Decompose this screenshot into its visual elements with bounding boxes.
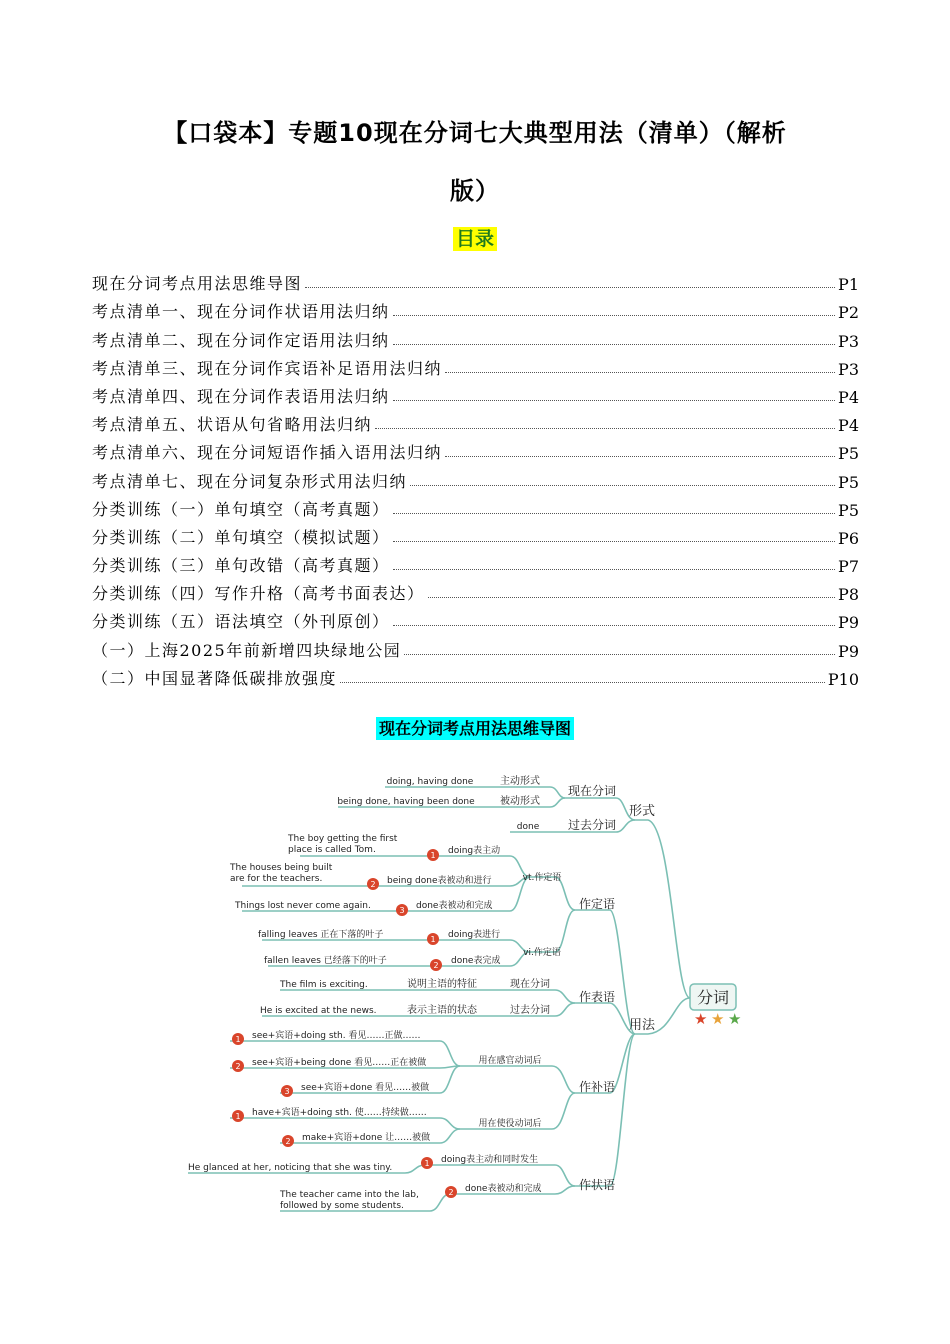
toc-leader	[393, 569, 836, 570]
toc-entry[interactable]	[92, 548, 859, 576]
connector	[575, 1034, 635, 1186]
badge-number: 1	[424, 1159, 430, 1168]
badge-number: 2	[235, 1062, 241, 1071]
badge-number: 2	[285, 1137, 291, 1146]
toc-entry[interactable]	[92, 492, 859, 520]
toc-entry-page: P5	[838, 472, 859, 492]
badge-number: 1	[235, 1112, 241, 1121]
adverbial-example-2b: followed by some students.	[280, 1201, 404, 1211]
badge-number: 2	[370, 880, 376, 889]
connector	[500, 990, 575, 1003]
pred-feature: 说明主语的特征	[407, 979, 477, 990]
toc-entry[interactable]	[92, 379, 859, 407]
toc-entry-page: P7	[838, 557, 859, 577]
title-line-1: 【口袋本】专题10现在分词七大典型用法（清单）（解析	[163, 119, 787, 147]
adverbial-item-1: doing表主动和同时发生	[441, 1155, 539, 1165]
attr-example-3: Things lost never come again.	[235, 901, 371, 911]
predicative-label: 作表语	[578, 990, 616, 1004]
mindmap-heading	[0, 716, 950, 739]
attr-example-1b: place is called Tom.	[288, 845, 376, 855]
toc-entry-label: 考点清单六、现在分词短语作插入语用法归纳	[92, 443, 443, 463]
toc-entry-page: P2	[838, 303, 859, 323]
complement-item-1: see+宾语+doing sth. 看见……正做……	[252, 1031, 421, 1041]
branch-form: 形式	[628, 804, 656, 819]
toc-entry-label: 分类训练（三）单句改错（高考真题）	[92, 556, 390, 576]
toc-entry[interactable]	[92, 632, 859, 660]
root-label: 分词	[696, 988, 730, 1007]
toc-entry-page: P3	[838, 359, 859, 379]
attr-example-2b: are for the teachers.	[230, 874, 323, 884]
attr-item-4: doing表进行	[448, 930, 501, 940]
title-line-2: 版）	[450, 177, 500, 205]
adverbial-item-2: done表被动和完成	[465, 1184, 542, 1194]
complement-item-5: make+宾语+done 让……被做	[302, 1133, 431, 1143]
star-icon: ★	[728, 1010, 742, 1028]
toc-entry[interactable]	[92, 604, 859, 632]
table-of-contents	[92, 266, 859, 689]
complement-item-4: have+宾语+doing sth. 使……持续做……	[252, 1108, 427, 1118]
toc-entry-page: P9	[838, 613, 859, 633]
toc-entry-page: P4	[838, 387, 859, 407]
badge-number: 1	[430, 851, 436, 860]
pred-past: 过去分词	[510, 1005, 550, 1016]
toc-entry-label: 分类训练（一）单句填空（高考真题）	[92, 499, 390, 519]
toc-leader	[445, 456, 835, 457]
toc-heading	[0, 224, 950, 251]
adverbial-label: 作状语	[578, 1178, 616, 1192]
badge-number: 1	[430, 935, 436, 944]
complement-label: 作补语	[578, 1080, 616, 1094]
connector	[460, 1066, 575, 1093]
toc-entry[interactable]	[92, 661, 859, 689]
complement-item-2: see+宾语+being done 看见……正在被做	[252, 1058, 427, 1068]
toc-entry-label: 考点清单七、现在分词复杂形式用法归纳	[92, 471, 408, 491]
connector	[530, 910, 575, 952]
star-icon: ★	[711, 1010, 725, 1028]
toc-entry-page: P1	[838, 275, 859, 295]
toc-entry-label: 分类训练（四）写作升格（高考书面表达）	[92, 584, 425, 604]
toc-entry-label: 分类训练（二）单句填空（模拟试题）	[92, 527, 390, 547]
form-past-form: done	[516, 822, 540, 832]
toc-leader	[393, 625, 836, 626]
toc-entry[interactable]	[92, 407, 859, 435]
toc-leader	[393, 541, 836, 542]
toc-entry[interactable]	[92, 294, 859, 322]
toc-entry-page: P5	[838, 500, 859, 520]
mindmap-root	[690, 984, 741, 1028]
toc-leader	[428, 597, 836, 598]
mindmap-heading-text: 现在分词考点用法思维导图	[376, 717, 574, 740]
connector	[425, 1165, 575, 1186]
toc-leader	[410, 485, 835, 486]
attr-example-5: fallen leaves 已经落下的叶子	[264, 956, 387, 966]
badge-number: 2	[433, 961, 439, 970]
toc-entry-label: 考点清单四、现在分词作表语用法归纳	[92, 386, 390, 406]
badge-number: 3	[284, 1087, 290, 1096]
toc-entry[interactable]	[92, 463, 859, 491]
pred-present: 现在分词	[510, 979, 550, 990]
attr-item-5: done表完成	[451, 956, 501, 966]
attributive-vt: vt.作定语	[522, 873, 562, 883]
attr-example-1a: The boy getting the first	[288, 834, 398, 844]
toc-leader	[393, 315, 836, 316]
attr-example-4: falling leaves 正在下落的叶子	[258, 930, 384, 940]
toc-leader	[393, 344, 836, 345]
toc-entry-label: （一）上海2025年前新增四块绿地公园	[92, 640, 402, 660]
connector	[230, 1118, 460, 1129]
toc-entry[interactable]	[92, 435, 859, 463]
toc-leader	[445, 372, 835, 373]
toc-leader	[393, 513, 836, 514]
toc-entry-page: P5	[838, 444, 859, 464]
connector	[575, 1003, 635, 1034]
toc-entry-page: P8	[838, 585, 859, 605]
toc-entry-label: 考点清单三、现在分词作宾语补足语用法归纳	[92, 358, 443, 378]
toc-entry[interactable]	[92, 266, 859, 294]
branch-usage: 用法	[628, 1018, 656, 1033]
attr-item-2: being done表被动和进行	[387, 876, 492, 886]
toc-entry-label: 考点清单二、现在分词作定语用法归纳	[92, 330, 390, 350]
complement-sense: 用在感官动词后	[478, 1056, 542, 1066]
form-passive-forms: being done, having been done	[337, 797, 475, 807]
form-present: 现在分词	[567, 784, 617, 798]
toc-entry-label: 现在分词考点用法思维导图	[92, 274, 303, 294]
toc-leader	[393, 400, 836, 401]
badge-number: 1	[235, 1035, 241, 1044]
mindmap-diagram	[180, 762, 760, 1230]
attr-item-1: doing表主动	[448, 846, 501, 856]
toc-entry-page: P9	[838, 641, 859, 661]
pred-example-1: The film is exciting.	[280, 980, 368, 990]
attributive-vi: vi.作定语	[523, 948, 561, 958]
attr-example-2a: The houses being built	[230, 863, 333, 873]
badge-number: 3	[399, 906, 405, 915]
complement-item-3: see+宾语+done 看见……被做	[301, 1083, 430, 1093]
toc-entry-label: 考点清单五、状语从句省略用法归纳	[92, 415, 373, 435]
toc-entry[interactable]	[92, 351, 859, 379]
toc-entry[interactable]	[92, 520, 859, 548]
form-active: 主动形式	[500, 776, 540, 787]
toc-entry[interactable]	[92, 322, 859, 350]
attr-item-3: done表被动和完成	[416, 901, 493, 911]
star-icon: ★	[694, 1010, 708, 1028]
connector	[575, 910, 635, 1034]
toc-leader	[375, 428, 835, 429]
badge-number: 2	[448, 1188, 454, 1197]
toc-entry-page: P6	[838, 528, 859, 548]
connector	[635, 820, 690, 998]
toc-leader	[404, 654, 835, 655]
toc-leader	[340, 682, 825, 683]
attributive-label: 作定语	[578, 897, 616, 911]
toc-entry-page: P3	[838, 331, 859, 351]
form-past: 过去分词	[567, 818, 617, 832]
toc-leader	[305, 287, 835, 288]
toc-entry-label: 考点清单一、现在分词作状语用法归纳	[92, 302, 390, 322]
connector	[565, 798, 635, 820]
connector	[430, 940, 530, 952]
adverbial-example-1: He glanced at her, noticing that she was tiny.	[188, 1163, 393, 1173]
adverbial-example-2a: The teacher came into the lab,	[280, 1190, 419, 1200]
toc-entry-label: 分类训练（五）语法填空（外刊原创）	[92, 612, 390, 632]
pred-state: 表示主语的状态	[407, 1005, 477, 1016]
toc-entry-page: P10	[827, 669, 859, 689]
complement-causative: 用在使役动词后	[478, 1119, 542, 1129]
document-title	[90, 104, 860, 220]
toc-entry[interactable]	[92, 576, 859, 604]
toc-entry-page: P4	[838, 416, 859, 436]
toc-entry-label: （二）中国显著降低碳排放强度	[92, 668, 338, 688]
form-passive: 被动形式	[500, 796, 540, 807]
toc-heading-text: 目录	[453, 227, 497, 251]
pred-example-2: He is excited at the news.	[260, 1006, 377, 1016]
form-active-forms: doing, having done	[386, 777, 474, 787]
